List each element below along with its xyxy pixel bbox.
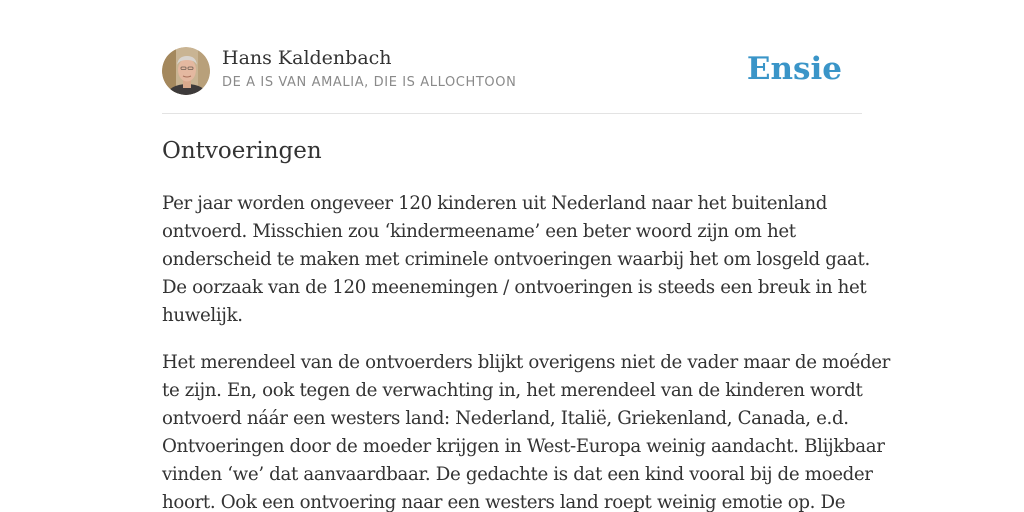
text-line: Het merendeel van de ontvoerders blijkt overigens niet de vader maar de moéder	[162, 352, 891, 373]
author-name[interactable]: Hans Kaldenbach	[222, 47, 392, 69]
text-line: ontvoerd náár een westers land: Nederland, Italië, Griekenland, Canada, e.d.	[162, 408, 849, 429]
text-line: te zijn. En, ook tegen de verwachting in, het merendeel van de kinderen wordt	[162, 380, 863, 401]
article-paragraph	[162, 349, 891, 512]
portrait-photo-icon	[162, 47, 210, 95]
text-line: De oorzaak van de 120 meenemingen / ontvoeringen is steeds een breuk in het	[162, 277, 867, 298]
article-header	[162, 46, 862, 96]
article-paragraph	[162, 190, 870, 330]
text-line: Ontvoeringen door de moeder krijgen in West-Europa weinig aandacht. Blijkbaar	[162, 436, 885, 457]
text-line: onderscheid te maken met criminele ontvoeringen waarbij het om losgeld gaat.	[162, 249, 870, 270]
blog-title[interactable]: DE A IS VAN AMALIA, DIE IS ALLOCHTOON	[222, 75, 517, 90]
text-line: vinden ‘we’ dat aanvaardbaar. De gedachte is dat een kind vooral bij de moeder	[162, 464, 873, 485]
text-line: huwelijk.	[162, 305, 243, 326]
author-avatar[interactable]	[162, 47, 210, 95]
ensie-logo-link[interactable]: Ensie	[746, 51, 842, 87]
text-line: ontvoerd. Misschien zou ‘kindermeename’ een beter woord zijn om het	[162, 221, 796, 242]
text-line: hoort. Ook een ontvoering naar een westers land roept weinig emotie op. De	[162, 492, 846, 512]
article-title: Ontvoeringen	[162, 138, 322, 164]
article-body	[162, 190, 891, 512]
header-divider	[162, 113, 862, 114]
text-line: Per jaar worden ongeveer 120 kinderen uit Nederland naar het buitenland	[162, 193, 828, 214]
